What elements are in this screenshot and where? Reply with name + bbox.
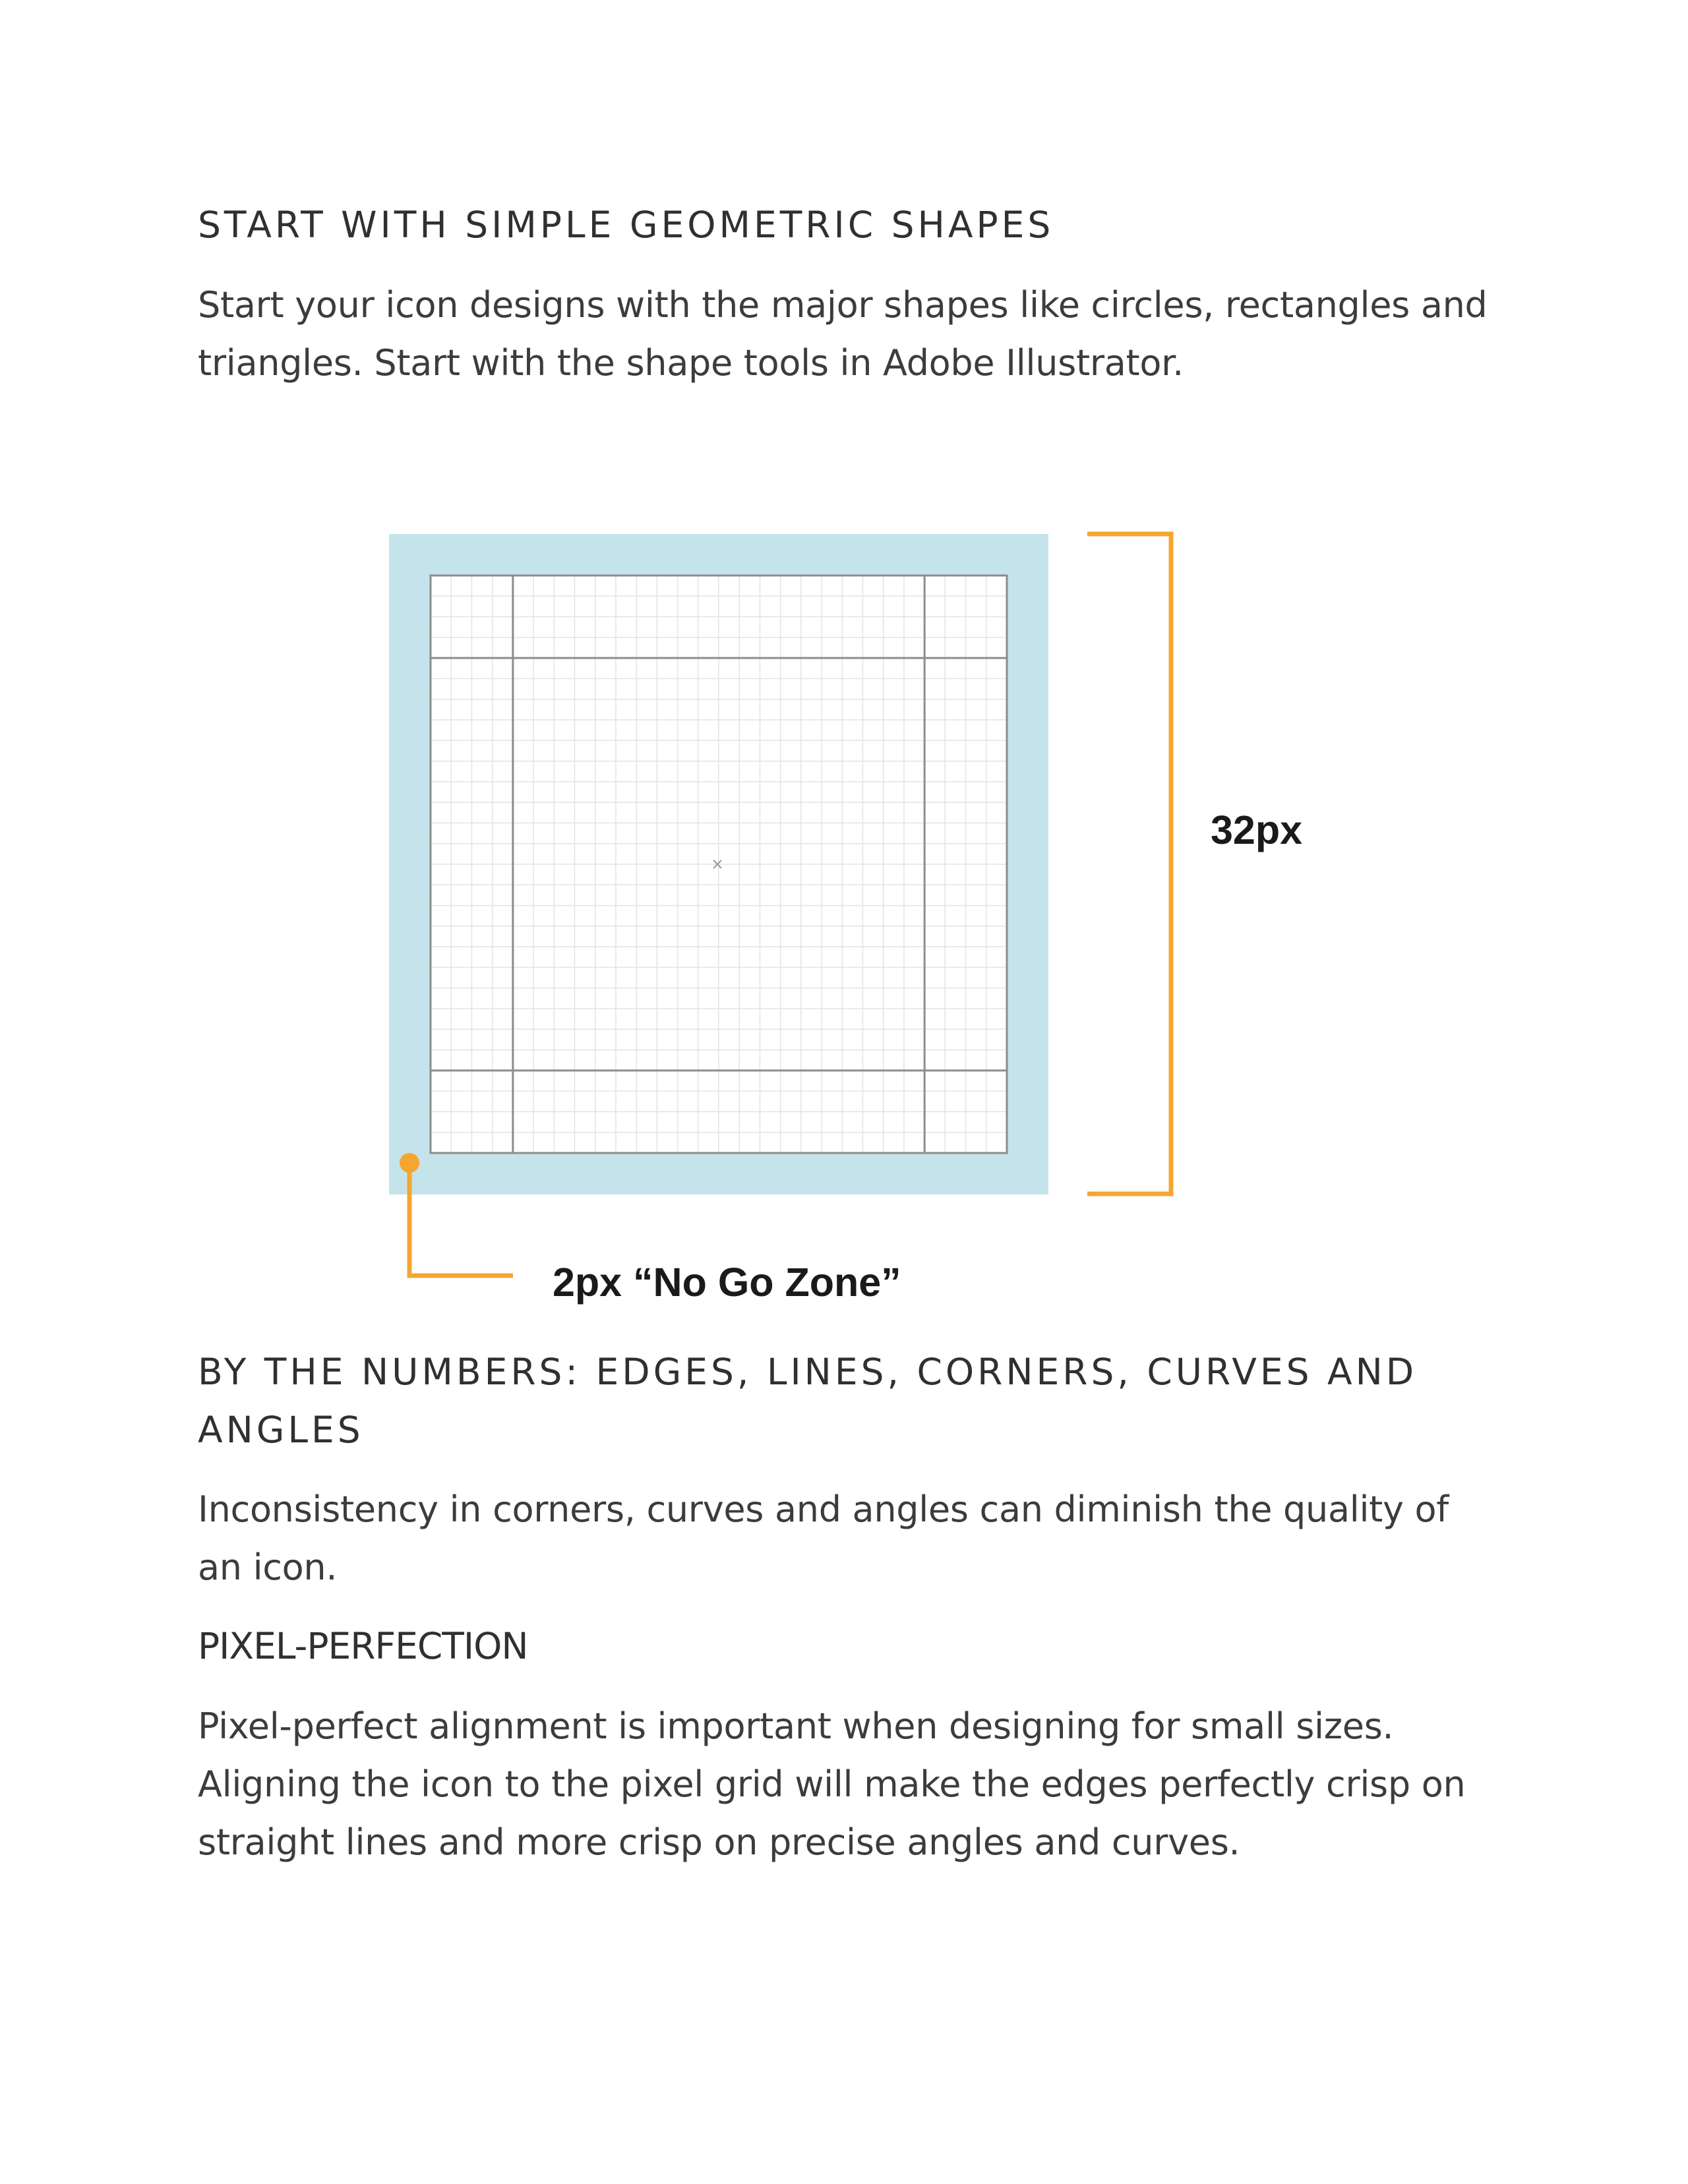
heading-by-the-numbers: BY THE NUMBERS: EDGES, LINES, CORNERS, CURVES AND ANGLES — [198, 1351, 1418, 1451]
paragraph-simple-shapes: Start your icon designs with the major shapes like circles, rectangles and triangles. Start with the shape tools in Adobe Illustrator. — [198, 284, 1488, 384]
size-bracket — [1087, 534, 1171, 1194]
size-label: 32px — [1211, 808, 1303, 852]
heading-simple-shapes: START WITH SIMPLE GEOMETRIC SHAPES — [198, 204, 1054, 246]
no-go-zone-label: 2px “No Go Zone” — [553, 1260, 901, 1305]
callout-dot-icon — [400, 1153, 419, 1173]
paragraph-pixel-perfection: Pixel-perfect alignment is important when designing for small sizes. Aligning the icon to the pixel grid will make the edges perfectly crisp on straight lines and more crisp on precise angles and curves. — [198, 1705, 1466, 1863]
paragraph-by-the-numbers: Inconsistency in corners, curves and angles can diminish the quality of an icon. — [198, 1489, 1449, 1588]
heading-pixel-perfection: PIXEL-PERFECTION — [198, 1625, 528, 1667]
